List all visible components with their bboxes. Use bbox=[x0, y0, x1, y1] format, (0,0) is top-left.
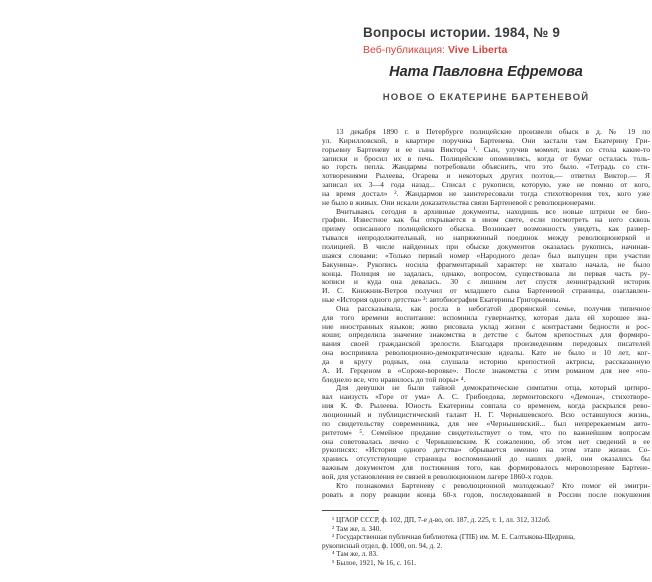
body-text-line: важным документом для постижения того, как формировалось мировоззрение Бартене- bbox=[322, 463, 650, 473]
body-text-line: записки и бросил их в печь. Полицейские опомнились, когда от бумаг осталась толь- bbox=[322, 153, 650, 163]
body-text-line: Для девушки не были тайной демократические симпатии отца, который цитиро- bbox=[336, 383, 650, 393]
body-text-line: полицией. В числе найденных при обыске документов оказалась рукопись, начинав- bbox=[322, 241, 650, 251]
body-text-line: вания своей гражданской зрелости. Благодаря произведениям передовых писателей bbox=[322, 339, 650, 349]
body-text-line: она восприняла революционно-демократические идеалы. Кате не было и 10 лет, ког- bbox=[322, 348, 650, 358]
body-text-line: рукописях: «История одного детства» обрывается именно на этом этапе жизни. Со- bbox=[322, 445, 650, 455]
body-text-line: ровать в пору реакции конца 60-х годов, последовавшей в России после покушения bbox=[322, 489, 650, 499]
body-text-line: Бакунина». Рукопись носила фрагментарный характер: не хватало начала, не было bbox=[322, 259, 650, 269]
body-text-line: ко горсть пепла. Жандармы потребовали объяснить, что это было. «Тетрадь со сти- bbox=[322, 162, 650, 172]
body-text-line: не было в живых. Они искали доказательства связи Бартеневой с революционерами. bbox=[322, 197, 596, 207]
footnote-line: ¹ ЦГАОР СССР, ф. 102, ДП, 7-е д-во, оп. 187, д. 225, т. 1, лл. 312, 312об. bbox=[332, 516, 551, 524]
body-text-line: ные «История одного детства» ³: автобиография Екатерины Григорьевны. bbox=[322, 295, 561, 305]
footnote-line: рукописный отдел, ф. 1000, оп. 94, д. 2. bbox=[322, 541, 443, 550]
body-text-line: И. С. Книжник-Ветров получил от младшего сына Бартеневой страницы, озаглавлен- bbox=[322, 286, 650, 296]
footnote-line: ² Там же, л. 340. bbox=[332, 524, 382, 533]
body-text-line: для того времени воспитание: вспомнила гувернантку, которая дала ей хорошее зна- bbox=[322, 312, 650, 322]
body-text-line: бледнело все, что нравилось до той поры» ⁴. bbox=[322, 374, 466, 384]
body-text-line: шаяся словами: «Только первый номер «Народного дела» был выпущен при участии bbox=[322, 250, 650, 260]
web-publication-line bbox=[363, 44, 507, 56]
journal-issue-heading: Вопросы истории. 1984, № 9 bbox=[363, 25, 561, 40]
footnote-line: ⁴ Там же, л. 83. bbox=[332, 550, 378, 559]
body-text-line: на время достал» ². Жандармов не заинтересовали тогда стихотворения тех, кого уже bbox=[322, 188, 650, 198]
body-text-line: хотворениями Рылеева, Огарева и некоторых других поэтов,— ответил Виктор.— Я bbox=[322, 171, 650, 181]
article-title: НОВОЕ О ЕКАТЕРИНЕ БАРТЕНЕВОЙ bbox=[382, 92, 590, 103]
web-publication-label: Веб-публикация: bbox=[363, 44, 445, 56]
author-name: Ната Павловна Ефремова bbox=[389, 64, 583, 80]
body-text-line: Вчитываясь сегодня в архивные документы, находишь все новые штрихи ее био- bbox=[336, 206, 650, 216]
body-text-line: 13 декабря 1890 г. в Петербурге полицейские произвели обыск в д. № 19 по bbox=[336, 127, 650, 136]
body-text-line: по свидетельству современника, для нее «Чернышевский... был непререкаемым авто- bbox=[322, 418, 650, 428]
body-text-line: ние иностранных языков; живо рисовала уклад жизни с контрастами бедности и рос- bbox=[322, 321, 650, 331]
footnote-line: ³ Государственная публичная библиотека (ГПБ) им. М. Е. Салтыкова-Щедрина, bbox=[332, 533, 575, 542]
web-publisher-link[interactable]: Vive Liberta bbox=[447, 44, 508, 56]
body-text-line: конца. Полиция не задалась, однако, вопросом, существовала ли первая часть ру- bbox=[322, 268, 650, 278]
body-text-line: вал наизусть «Горе от ума» А. С. Грибоедова, лермонтовского «Демона», стихотворе- bbox=[322, 392, 650, 402]
body-text-line: коши; определила значение знакомства в детстве с бытом крепостных для формиро- bbox=[322, 330, 650, 340]
body-text-line: кописи и куда она девалась. 30 с лишним лет спустя ленинградский историк bbox=[322, 277, 650, 287]
body-text-line: графии. Известное как бы открывается в ином свете, если посмотреть на него сквозь bbox=[322, 215, 650, 225]
body-text-line: А. И. Герценом в «Сороке-воровке». После знакомства с этим романом для нее «по- bbox=[322, 365, 650, 375]
body-text-line: ритетом» ⁵. Семейное предание свидетельствует о том, что по важнейшим вопросам bbox=[322, 427, 650, 437]
body-text-line: хранись отсутствующие страницы воспоминаний до наших дней, они оказались бы bbox=[322, 454, 650, 464]
body-text-line: вой, для установления ее связей в революционном лагере 1860-х годов. bbox=[322, 471, 553, 481]
body-text-line: люционный и публицистический талант Н. Г. Чернышевского. Всю оставшуюся жизнь, bbox=[322, 410, 650, 419]
body-text-line: тывался непродолжительный, но напряженный поединок между революционеркой и bbox=[322, 233, 650, 243]
body-text-line: горьевну Бартеневу и ее сына Виктора ¹. Сын, улучив момент, взял со стола какие-то bbox=[322, 144, 650, 154]
body-text-line: она советовалась лично с Чернышевским. К сожалению, об этом нет сведений в ее bbox=[322, 436, 650, 446]
footnote-divider bbox=[322, 510, 379, 511]
footnote-line: ⁵ Былое, 1921, № 16, с. 161. bbox=[332, 558, 417, 567]
body-text-line: Она рассказывала, как росла в небогатой дворянской семье, получив типичное bbox=[336, 303, 650, 313]
body-text-line: Кто познакомил Бартеневу с революционной молодежью? Кто помог ей эмигри- bbox=[336, 480, 650, 490]
footnotes-block bbox=[322, 516, 650, 567]
body-text-line: записал их 3—4 года назад... Списал с рукописи, которую, уже не помню от кого, bbox=[322, 180, 650, 190]
body-text-line: ния К. Ф. Рылеева. Юность Екатерины совпала со временем, когда раскрылся рево- bbox=[322, 401, 650, 411]
body-text-line: ул. Кирилловской, в квартире поручика Бартенева. Они застали там Екатерину Гри- bbox=[322, 135, 650, 145]
article-body bbox=[322, 128, 650, 499]
body-text-line: призму описанного полицейского обыска. Возникает возможность увидеть, как развер- bbox=[322, 224, 650, 234]
body-text-line: да в кругу родных, она слушала историю крепостной актрисы, рассказанную bbox=[322, 356, 650, 366]
